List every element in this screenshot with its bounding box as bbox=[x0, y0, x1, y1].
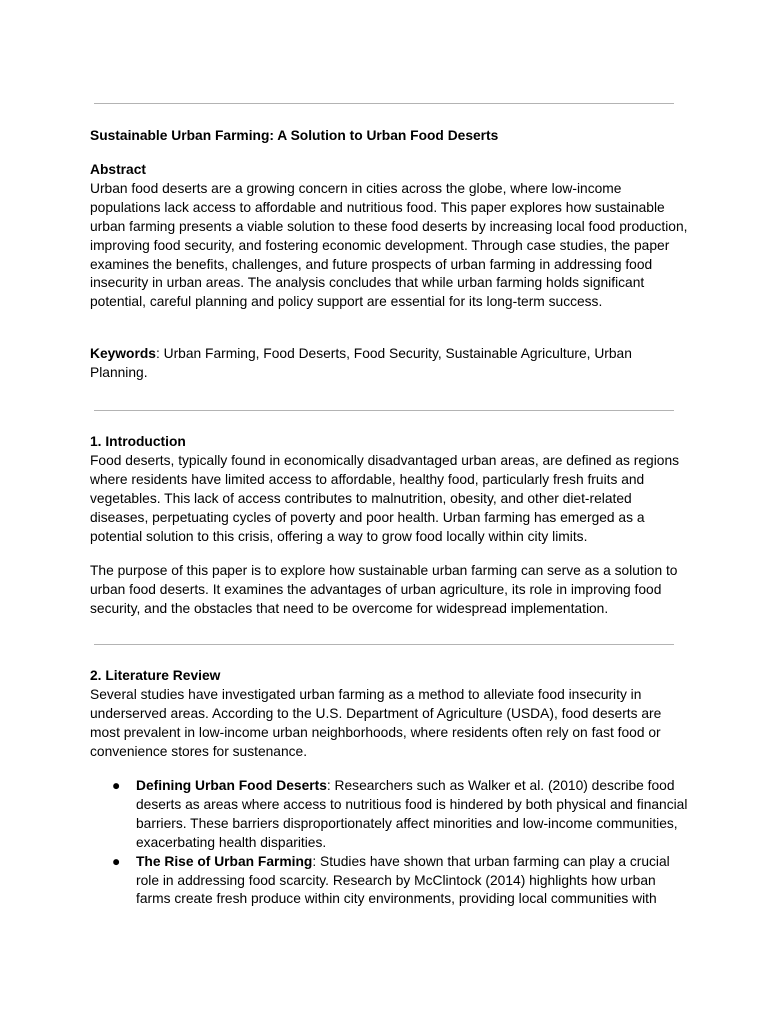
keywords-section bbox=[90, 345, 690, 383]
keywords-text: : Urban Farming, Food Deserts, Food Security, Sustainable Agriculture, Urban Planning. bbox=[90, 346, 632, 380]
horizontal-rule-1 bbox=[94, 410, 674, 411]
introduction-heading: 1. Introduction bbox=[90, 434, 186, 449]
literature-review-paragraph: Several studies have investigated urban farming as a method to alleviate food insecurity in underserved areas. According to the U.S. Department of Agriculture (USDA), food deserts are most prevalent in low-income urban neighborhoods, where residents often rely on fast food or convenience stores for sustenance. bbox=[90, 686, 662, 759]
abstract-heading: Abstract bbox=[90, 162, 146, 177]
bullet-term: Defining Urban Food Deserts bbox=[136, 778, 327, 793]
list-item bbox=[90, 777, 690, 853]
bullet-term: The Rise of Urban Farming bbox=[136, 853, 313, 869]
horizontal-rule-top bbox=[94, 103, 674, 104]
keywords-label: Keywords bbox=[90, 346, 156, 361]
title-section bbox=[90, 127, 690, 146]
introduction-paragraph-2: The purpose of this paper is to explore how sustainable urban farming can serve as a solution to urban food deserts. It examines the advantages of urban agriculture, its role in improving food security, and the obstacles that need to be overcome for widespread implementation. bbox=[90, 563, 678, 617]
list-item bbox=[90, 853, 690, 910]
paper-title: Sustainable Urban Farming: A Solution to Urban Food Deserts bbox=[90, 128, 499, 143]
literature-review-bullets bbox=[90, 777, 690, 909]
bullet-icon: ● bbox=[112, 853, 121, 869]
introduction-paragraph-1: Food deserts, typically found in economically disadvantaged urban areas, are defined as regions where residents have limited access to affordable, healthy food, particularly fresh fruits and vegetables. This lack of access contributes to malnutrition, obesity, and other diet-related diseases, perpetuating cycles of poverty and poor health. Urban farming has emerged as a potential solution to this crisis, offering a way to grow food locally within city limits. bbox=[90, 452, 680, 544]
horizontal-rule-2 bbox=[94, 644, 674, 645]
literature-review-heading: 2. Literature Review bbox=[90, 668, 221, 683]
abstract-text: Urban food deserts are a growing concern in cities across the globe, where low-income populations lack access to affordable and nutritious food. This paper explores how sustainable urban farming presents a viable solution to these food deserts by increasing local food production, improving food security, and fostering economic development. Through case studies, the paper examines the benefits, challenges, and future prospects of urban farming in addressing food insecurity in urban areas. The analysis concludes that while urban farming holds significant potential, careful planning and policy support are essential for its long-term success. bbox=[90, 180, 688, 310]
literature-review-section bbox=[90, 667, 690, 762]
bullet-text: : Researchers such as Walker et al. (2010) describe food deserts as areas where access to nutritious food is hindered by both physical and financial barriers. These barriers disproportionately affect minorities and low-income communities, exacerbating health disparities. bbox=[136, 778, 688, 850]
keywords-line bbox=[90, 345, 690, 383]
bullet-text: : Studies have shown that urban farming can play a crucial role in addressing food scarcity. Research by McClintock (2014) highlights how urban farms create fresh produce within city environments, providing local communities with bbox=[136, 853, 670, 907]
abstract-section bbox=[90, 161, 690, 312]
bullet-icon: ● bbox=[112, 778, 121, 793]
introduction-section bbox=[90, 433, 690, 619]
